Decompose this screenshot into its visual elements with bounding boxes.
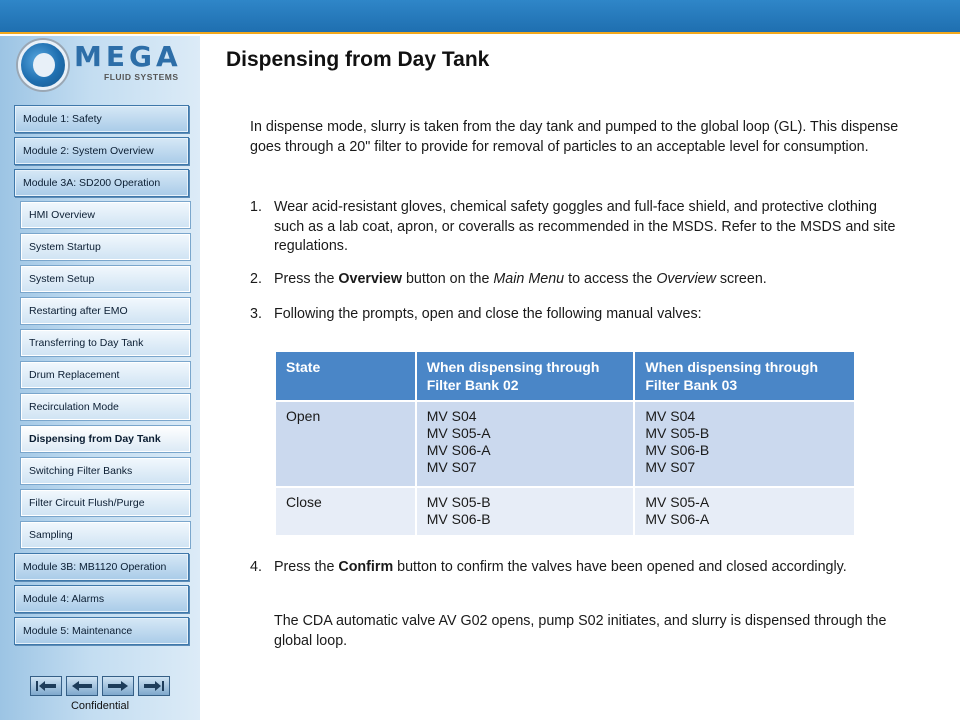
logo-subtitle: FLUID SYSTEMS bbox=[104, 72, 179, 82]
fb02-cell bbox=[416, 487, 635, 535]
nav-sub-sampling[interactable]: Sampling bbox=[20, 521, 191, 549]
step-text-part: button to confirm the valves have been opened and closed accordingly. bbox=[393, 559, 847, 575]
nav-module-5[interactable]: Module 5: Maintenance bbox=[14, 617, 189, 645]
page-navigation bbox=[30, 676, 170, 696]
previous-page-icon bbox=[71, 680, 93, 692]
step-number: 2. bbox=[250, 271, 262, 287]
previous-page-button[interactable] bbox=[66, 676, 98, 696]
valve-id: MV S04 bbox=[426, 408, 477, 424]
nav-sub-transferring-to-day-tank[interactable]: Transferring to Day Tank bbox=[20, 329, 191, 357]
main-menu-reference: Main Menu bbox=[493, 271, 565, 287]
nav-sub-system-startup[interactable]: System Startup bbox=[20, 233, 191, 261]
valve-id: MV S04 bbox=[645, 408, 696, 424]
step-text-part: to access the bbox=[564, 271, 657, 287]
next-page-icon bbox=[107, 680, 129, 692]
last-page-icon bbox=[143, 680, 165, 692]
first-page-icon bbox=[35, 680, 57, 692]
step-text-part: Press the bbox=[274, 271, 339, 287]
intro-paragraph: In dispense mode, slurry is taken from the day tank and pumped to the global loop (GL). This dispense goes through a 20" filter to provide for removal of particles to an acceptable level for consumption. bbox=[250, 119, 899, 155]
nav-sub-filter-circuit-flush[interactable]: Filter Circuit Flush/Purge bbox=[20, 489, 191, 517]
step-2 bbox=[250, 270, 910, 290]
confidential-label: Confidential bbox=[70, 700, 130, 712]
header-state: State bbox=[276, 352, 416, 401]
step-4 bbox=[250, 558, 910, 578]
valve-id: MV S05-B bbox=[645, 425, 710, 441]
nav-module-2[interactable]: Module 2: System Overview bbox=[14, 137, 189, 165]
company-logo bbox=[16, 38, 186, 94]
valve-id: MV S05-A bbox=[426, 425, 491, 441]
nav-sub-switching-filter-banks[interactable]: Switching Filter Banks bbox=[20, 457, 191, 485]
step-text bbox=[274, 558, 910, 578]
nav-sub-drum-replacement[interactable]: Drum Replacement bbox=[20, 361, 191, 389]
header-filter-bank-03: When dispensing through Filter Bank 03 bbox=[634, 352, 855, 401]
nav-sub-dispensing-from-day-tank[interactable]: Dispensing from Day Tank bbox=[20, 425, 191, 453]
fb03-cell bbox=[634, 487, 855, 535]
last-page-button[interactable] bbox=[138, 676, 170, 696]
valve-id: MV S06-A bbox=[426, 442, 491, 458]
nav-module-3a[interactable]: Module 3A: SD200 Operation bbox=[14, 169, 189, 197]
result-note: The CDA automatic valve AV G02 opens, pump S02 initiates, and slurry is dispensed through the global loop. bbox=[274, 613, 887, 649]
header-filter-bank-02: When dispensing through Filter Bank 02 bbox=[416, 352, 635, 401]
overview-button-reference: Overview bbox=[338, 271, 402, 287]
step-text bbox=[274, 270, 910, 290]
nav-sub-restarting-after-emo[interactable]: Restarting after EMO bbox=[20, 297, 191, 325]
logo-brand: MEGA bbox=[74, 40, 182, 73]
valve-id: MV S05-B bbox=[426, 494, 491, 510]
step-text-part: Press the bbox=[274, 559, 339, 575]
table-header-row bbox=[276, 352, 855, 401]
logo-ring-icon bbox=[18, 40, 68, 90]
valve-id: MV S07 bbox=[645, 459, 696, 475]
next-page-button[interactable] bbox=[102, 676, 134, 696]
page-title: Dispensing from Day Tank bbox=[226, 48, 490, 71]
overview-screen-reference: Overview bbox=[656, 271, 716, 287]
step-number: 4. bbox=[250, 559, 262, 575]
valve-id: MV S06-B bbox=[645, 442, 710, 458]
step-text-part: screen. bbox=[715, 271, 767, 287]
fb03-cell bbox=[634, 401, 855, 487]
table-row bbox=[276, 487, 855, 535]
step-text: Following the prompts, open and close the following manual valves: bbox=[274, 306, 702, 322]
valve-id: MV S05-A bbox=[645, 494, 710, 510]
fb02-cell bbox=[416, 401, 635, 487]
step-3 bbox=[250, 305, 910, 325]
top-banner bbox=[0, 0, 960, 34]
valve-id: MV S07 bbox=[426, 459, 477, 475]
nav-module-4[interactable]: Module 4: Alarms bbox=[14, 585, 189, 613]
nav-sub-system-setup[interactable]: System Setup bbox=[20, 265, 191, 293]
step-number: 3. bbox=[250, 306, 262, 322]
valve-id: MV S06-A bbox=[645, 511, 710, 527]
nav-module-3b[interactable]: Module 3B: MB1120 Operation bbox=[14, 553, 189, 581]
step-number: 1. bbox=[250, 199, 262, 215]
table-row bbox=[276, 401, 855, 487]
state-cell: Open bbox=[276, 401, 416, 487]
step-text-part: button on the bbox=[401, 271, 494, 287]
step-text: Wear acid-resistant gloves, chemical safety goggles and full-face shield, and protective clothing such as a lab coat, apron, or coveralls as recommended in the MSDS. Refer to the MSDS and site regulations. bbox=[274, 199, 896, 254]
nav-module-1[interactable]: Module 1: Safety bbox=[14, 105, 189, 133]
valve-id: MV S06-B bbox=[426, 511, 491, 527]
nav-sub-hmi-overview[interactable]: HMI Overview bbox=[20, 201, 191, 229]
valve-table bbox=[276, 352, 856, 535]
first-page-button[interactable] bbox=[30, 676, 62, 696]
nav-sub-recirculation-mode[interactable]: Recirculation Mode bbox=[20, 393, 191, 421]
state-cell: Close bbox=[276, 487, 416, 535]
step-1 bbox=[250, 198, 910, 257]
confirm-button-reference: Confirm bbox=[338, 559, 394, 575]
